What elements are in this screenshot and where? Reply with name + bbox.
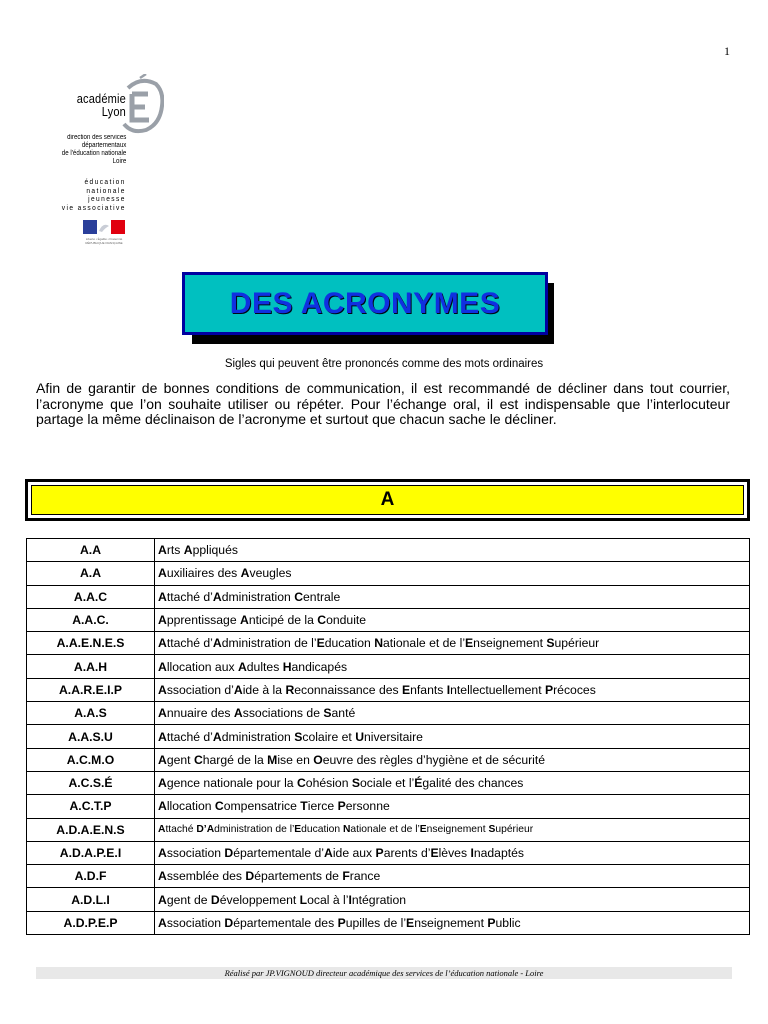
ministry-line: nationale <box>86 185 126 195</box>
acronym-definition: Attaché d’Administration Centrale <box>155 585 750 608</box>
acronym-code: A.D.L.I <box>27 888 155 911</box>
republique-francaise-flag-icon <box>83 220 125 234</box>
ministry-label <box>62 178 126 212</box>
table-row <box>27 748 750 771</box>
academie-label: académie <box>76 91 126 106</box>
dsden-line: direction des services <box>66 134 126 141</box>
dsden-line: de l'éducation nationale <box>61 150 126 157</box>
ministry-line: vie associative <box>61 202 126 212</box>
table-row <box>27 865 750 888</box>
acronym-code: A.A.E.N.E.S <box>27 632 155 655</box>
acronym-code: A.A.C. <box>27 608 155 631</box>
acronym-code: A.D.P.E.P <box>27 911 155 934</box>
acronym-code: A.A <box>27 539 155 562</box>
acronym-code: A.D.F <box>27 865 155 888</box>
acronym-code: A.C.M.O <box>27 748 155 771</box>
acronym-definition: Arts Appliqués <box>155 539 750 562</box>
page-title: DES ACRONYMES <box>229 286 501 320</box>
table-row <box>27 539 750 562</box>
acronym-definition: Agent de Développement Local à l’Intégration <box>155 888 750 911</box>
acronym-definition: Auxiliaires des Aveugles <box>155 562 750 585</box>
intro-paragraph: Afin de garantir de bonnes conditions de communication, il est recommandé de décliner dans tout courrier, l’acronyme que l’on souhaite utiliser ou répéter. Pour l’échange oral, il est indispensable que l’interlocuteur partage la même déclinaison de l’acronyme et surtout que chacun sache le décliner. <box>36 380 730 427</box>
title-box <box>182 272 548 335</box>
section-letter-fill <box>31 485 744 515</box>
section-letter-banner <box>25 479 750 521</box>
acronym-definition: Association Départementale d’Aide aux Parents d’Elèves Inadaptés <box>155 841 750 864</box>
acronym-definition: Association d’Aide à la Reconnaissance des Enfants Intellectuellement Précoces <box>155 678 750 701</box>
table-row <box>27 795 750 818</box>
table-row <box>27 841 750 864</box>
table-row <box>27 702 750 725</box>
acronym-code: A.A.S.U <box>27 725 155 748</box>
acronym-code: A.A.S <box>27 702 155 725</box>
acronym-table <box>26 538 750 935</box>
table-row <box>27 585 750 608</box>
acronym-code: A.D.A.P.E.I <box>27 841 155 864</box>
acronym-definition: Allocation Compensatrice Tierce Personne <box>155 795 750 818</box>
acronym-code: A.D.A.E.N.S <box>27 818 155 841</box>
acronym-definition: Attaché d’Administration de l’Education Nationale et de l’Enseignement Supérieur <box>155 632 750 655</box>
table-row <box>27 655 750 678</box>
table-row <box>27 911 750 934</box>
acronym-code: A.A <box>27 562 155 585</box>
table-row <box>27 678 750 701</box>
page-number: 1 <box>724 44 730 58</box>
table-row <box>27 562 750 585</box>
section-letter: A <box>380 489 395 510</box>
table-row <box>27 632 750 655</box>
academie-lyon-logo <box>44 70 172 250</box>
acronym-code: A.A.H <box>27 655 155 678</box>
acronym-code: A.A.C <box>27 585 155 608</box>
academie-city: Lyon <box>101 104 126 119</box>
acronym-definition: Annuaire des Associations de Santé <box>155 702 750 725</box>
dsden-line: Loire <box>112 158 126 165</box>
dsden-label <box>61 134 126 166</box>
ministry-line: jeunesse <box>88 194 126 203</box>
footer-credit: Réalisé par JP.VIGNOUD directeur académique des services de l’éducation nationale - Loire <box>36 967 732 979</box>
acronym-code: A.C.T.P <box>27 795 155 818</box>
acronym-definition: Association Départementale des Pupilles de l’Enseignement Public <box>155 911 750 934</box>
acronym-definition: Attaché D’Administration de l’Education Nationale et de l’Enseignement Supérieur <box>155 818 750 841</box>
table-row <box>27 888 750 911</box>
acronym-definition: Assemblée des Départements de France <box>155 865 750 888</box>
table-row <box>27 608 750 631</box>
acronym-definition: Attaché d’Administration Scolaire et Universitaire <box>155 725 750 748</box>
acronym-definition: Agence nationale pour la Cohésion Sociale et l’Égalité des chances <box>155 771 750 794</box>
acronym-definition: Allocation aux Adultes Handicapés <box>155 655 750 678</box>
academie-name <box>77 92 126 118</box>
subtitle: Sigles qui peuvent être prononcés comme des mots ordinaires <box>224 358 544 370</box>
acronym-code: A.C.S.É <box>27 771 155 794</box>
dsden-line: départementaux <box>81 142 126 149</box>
flag-caption: Liberté • Égalité • Fraternité RÉPUBLIQUE FRANÇAISE <box>85 237 123 245</box>
table-row <box>27 771 750 794</box>
acronym-code: A.A.R.E.I.P <box>27 678 155 701</box>
ministry-line: éducation <box>84 177 126 186</box>
acronym-definition: Apprentissage Anticipé de la Conduite <box>155 608 750 631</box>
table-row <box>27 818 750 841</box>
acronym-definition: Agent Chargé de la Mise en Oeuvre des règles d’hygiène et de sécurité <box>155 748 750 771</box>
table-row <box>27 725 750 748</box>
